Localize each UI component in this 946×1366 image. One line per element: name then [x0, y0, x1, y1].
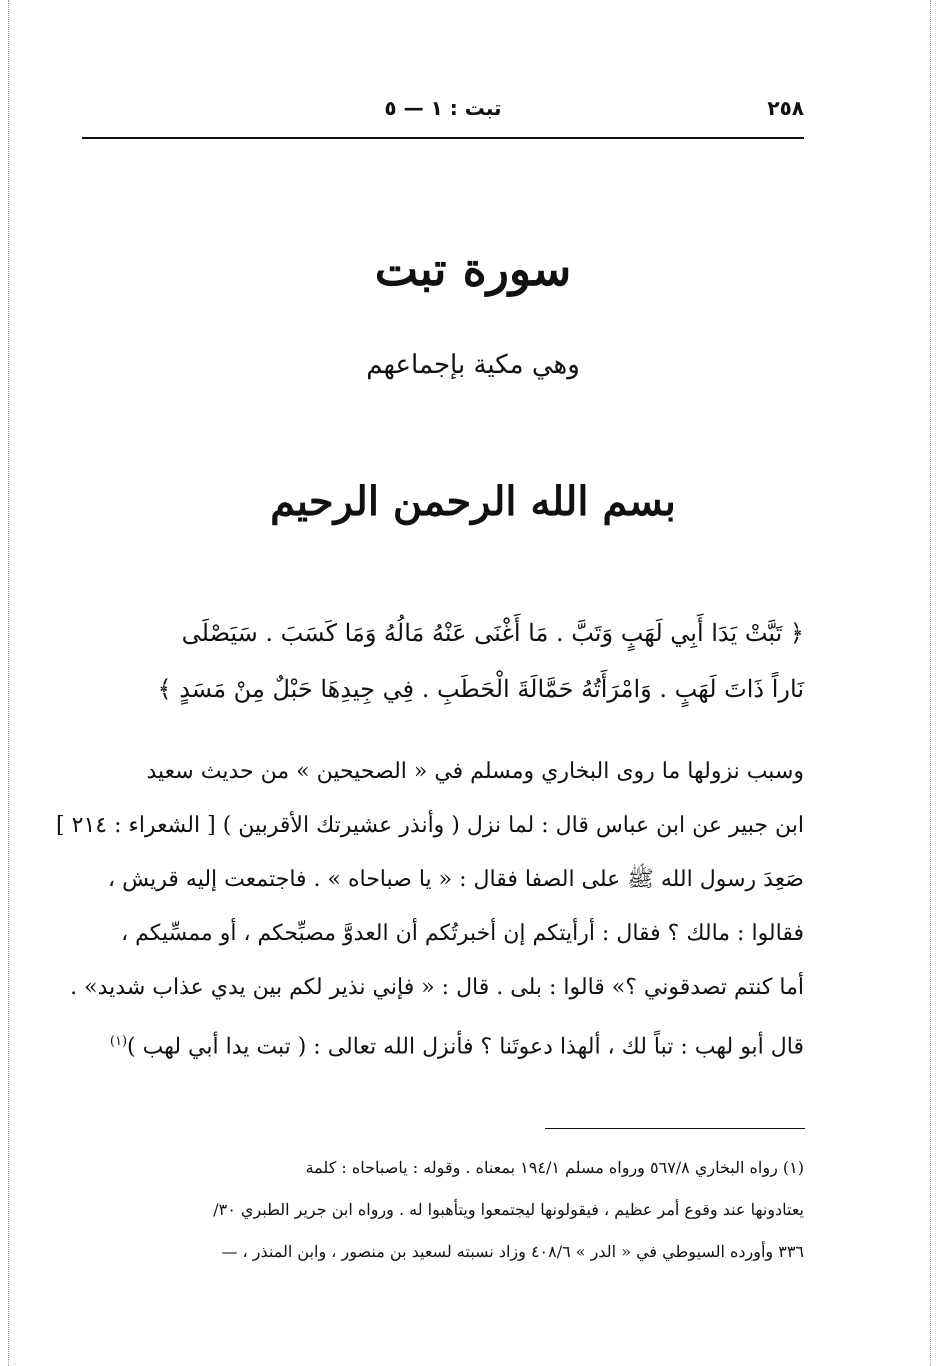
footnotes [82, 1147, 804, 1273]
scan-edge-left [8, 0, 9, 1366]
header-rule [82, 137, 804, 139]
footnote-line: يعتادونها عند وقوع أمر عظيم ، فيقولونها ليجتمعوا ويتأهبوا له . ورواه ابن جرير الطبري ٣٠/ [213, 1200, 804, 1219]
footnote-rule [545, 1128, 805, 1129]
body-line: أما كنتم تصدقوني ؟» قالوا : بلى . قال : « فإني نذير لكم بين يدي عذاب شديد» . [70, 975, 804, 1000]
quran-verses [82, 605, 804, 717]
verse-line: ﴿ تَبَّتْ يَدَا أَبِي لَهَبٍ وَتَبَّ . مَا أَغْنَى عَنْهُ مَالُهُ وَمَا كَسَبَ . سَيَصْلَى [181, 619, 804, 647]
verse-line: نَاراً ذَاتَ لَهَبٍ . وَامْرَأَتُهُ حَمَّالَةَ الْحَطَبِ . فِي جِيدِهَا حَبْلٌ مِنْ مَسَدٍ ﴾ [157, 675, 804, 703]
basmala: بسم الله الرحمن الرحيم [270, 478, 676, 525]
running-title: تبت : ١ — ٥ [384, 96, 502, 120]
footnote-marker: (١) [109, 1034, 128, 1049]
body-line-text: قال أبو لهب : تباً لك ، ألهذا دعوتَنا ؟ فأنزل الله تعالى : ( تبت يدا أبي لهب ) [127, 1034, 804, 1060]
page-number: ٢٥٨ [767, 96, 804, 120]
commentary-text [56, 745, 804, 1074]
footnote-line: ٣٣٦ وأورده السيوطي في « الدر » ٤٠٨/٦ وزاد نسبته لسعيد بن منصور ، وابن المنذر ، — [221, 1242, 804, 1261]
running-header [82, 96, 804, 136]
surah-title: سورة تبت [374, 242, 572, 296]
body-line: صَعِدَ رسول الله ﷺ على الصفا فقال : « يا صباحاه » . فاجتمعت إليه قريش ، [108, 867, 804, 892]
body-line-last [82, 1015, 804, 1074]
surah-subtitle: وهي مكية بإجماعهم [366, 350, 580, 380]
footnote-line: (١) رواه البخاري ٥٦٧/٨ ورواه مسلم ١٩٤/١ بمعناه . وقوله : ياصباحاه : كلمة [305, 1158, 804, 1177]
scan-edge-right [930, 0, 931, 1366]
body-line: ابن جبير عن ابن عباس قال : لما نزل ( وأنذر عشيرتك الأقربين ) [ الشعراء : ٢١٤ ] [56, 813, 804, 838]
body-line: فقالوا : مالك ؟ فقال : أرأيتكم إن أخبرتُكم أن العدوَّ مصبِّحكم ، أو ممسِّيكم ، [121, 921, 804, 946]
body-line: وسبب نزولها ما روى البخاري ومسلم في « الصحيحين » من حديث سعيد [146, 759, 804, 784]
